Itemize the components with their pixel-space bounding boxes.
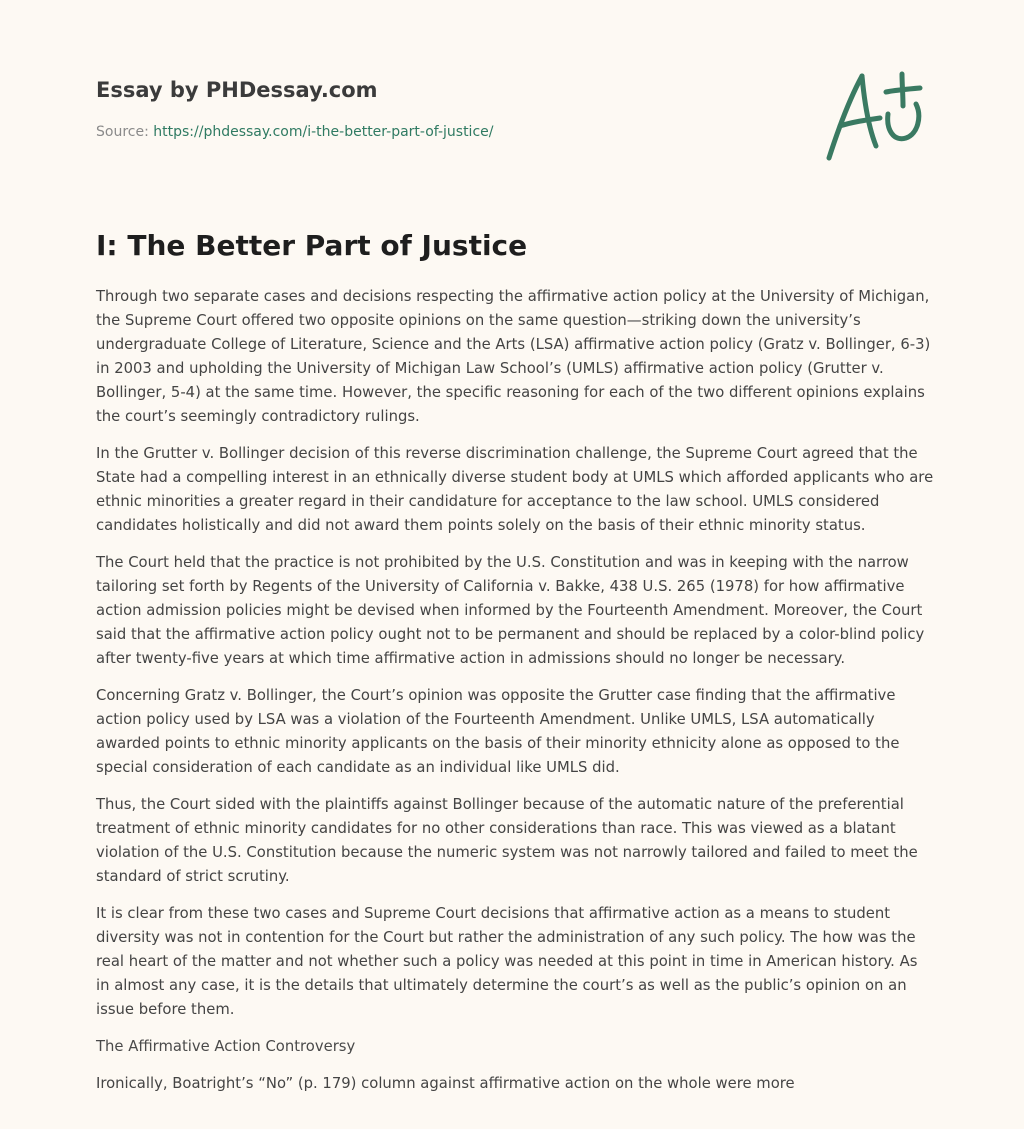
paragraph-7: Ironically, Boatright’s “No” (p. 179) column against affirmative action on the whole were more [96, 1075, 795, 1092]
paragraph-2: In the Grutter v. Bollinger decision of this reverse discrimination challenge, the Supreme Court agreed that the State had a compelling interest in an ethnically diverse student body at UMLS which afforded applicants who are ethnic minorities a greater regard in their candidature for acceptance to the law school. UMLS considered candidates holistically and did not award them points solely on the basis of their ethnic minority status. [96, 445, 934, 534]
source-link[interactable]: https://phdessay.com/i-the-better-part-of-justice/ [153, 124, 494, 140]
paragraph-3: The Court held that the practice is not prohibited by the U.S. Constitution and was in keeping with the narrow tailoring set forth by Regents of the University of California v. Bakke, 438 U.S. 265 (1978) for how affirmative action admission policies might be devised when informed by the Fourteenth Amendment. Moreover, the Court said that the affirmative action policy ought not to be permanent and should be replaced by a color-blind policy after twenty-five years at which time affirmative action in admissions should no longer be necessary. [96, 554, 925, 667]
source-label: Source: [96, 124, 149, 140]
paragraph-6: It is clear from these two cases and Supreme Court decisions that affirmative action as a means to student diversity was not in contention for the Court but rather the administration of any such policy. The how was the real heart of the matter and not whether such a policy was needed at this point in time in American history. As in almost any case, it is the details that ultimately determine the court’s as well as the public’s opinion on an issue before them. [96, 905, 918, 1018]
paragraph-5: Thus, the Court sided with the plaintiffs against Bollinger because of the automatic nature of the preferential treatment of ethnic minority candidates for no other considerations than race. This was viewed as a blatant violation of the U.S. Constitution because the numeric system was not narrowly tailored and failed to meet the standard of strict scrutiny. [96, 796, 918, 885]
brand-title: Essay by PHDessay.com [96, 78, 378, 102]
header [96, 76, 796, 142]
paragraph-1: Through two separate cases and decisions respecting the affirmative action policy at the University of Michigan, the Supreme Court offered two opposite opinions on the same question—striking down the university’s undergraduate College of Literature, Science and the Arts (LSA) affirmative action policy (Gratz v. Bollinger, 6-3) in 2003 and upholding the University of Michigan Law School’s (UMLS) affirmative action policy (Grutter v. Bollinger, 5-4) at the same time. However, the specific reasoning for each of the two different opinions explains the court’s seemingly contradictory rulings. [96, 288, 931, 425]
source-line [96, 122, 796, 142]
section-subheading: The Affirmative Action Controversy [96, 1038, 356, 1055]
paragraph-4: Concerning Gratz v. Bollinger, the Court’s opinion was opposite the Grutter case finding that the affirmative action policy used by LSA was a violation of the Fourteenth Amendment. Unlike UMLS, LSA automatically awarded points to ethnic minority applicants on the basis of their minority ethnicity alone as opposed to the special consideration of each candidate as an individual like UMLS did. [96, 687, 900, 776]
a-plus-logo [822, 68, 928, 166]
article-body [96, 285, 934, 1109]
article-title: I: The Better Part of Justice [96, 229, 528, 262]
